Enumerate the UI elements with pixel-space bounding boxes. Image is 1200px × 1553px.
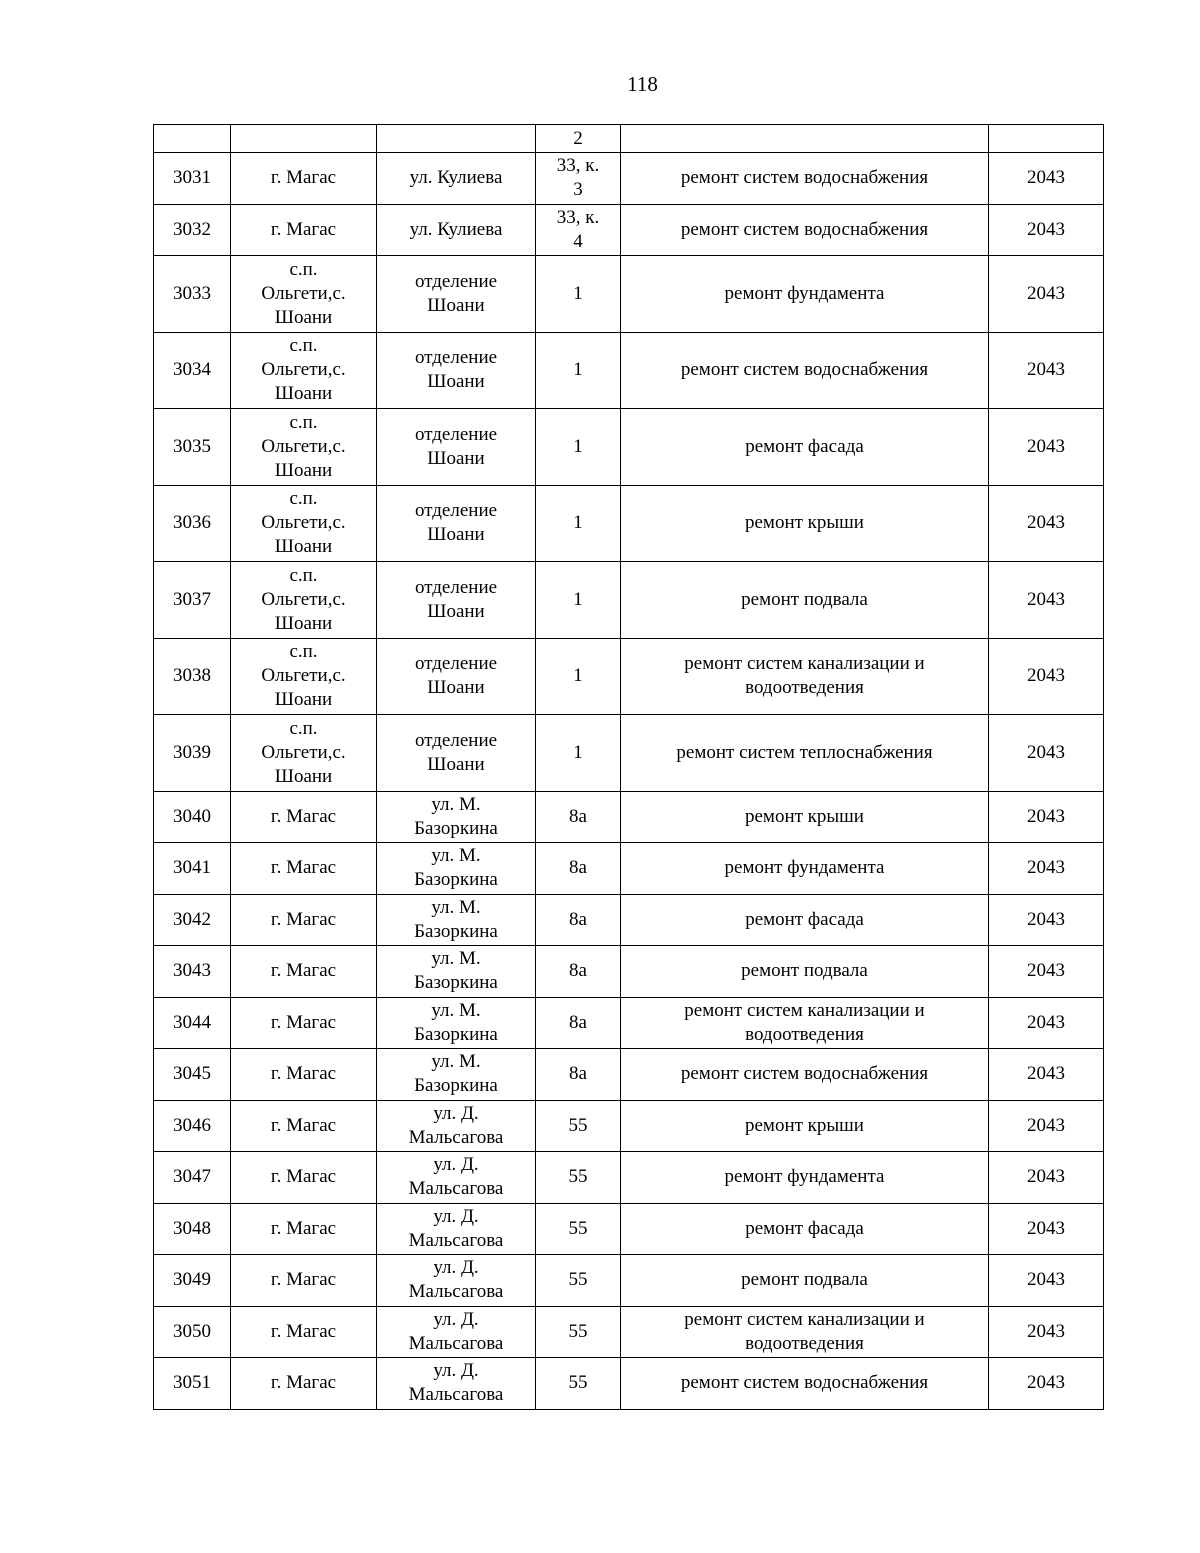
row-number-cell	[154, 1152, 231, 1204]
locality-cell	[231, 946, 377, 998]
row-number-cell-text: 3040	[173, 805, 211, 827]
table-row	[154, 256, 1104, 333]
year-cell	[989, 1255, 1104, 1307]
house-number-cell	[536, 1306, 621, 1358]
table-row	[154, 715, 1104, 792]
repair-schedule-table	[153, 124, 1104, 1410]
locality-cell-text: с.п. Ольгети,с. Шоани	[261, 488, 346, 558]
year-cell-text: 2043	[1027, 1372, 1065, 1394]
locality-cell-text: г. Магас	[270, 1011, 337, 1033]
work-type-cell-text: ремонт крыши	[745, 512, 864, 534]
house-number-cell	[536, 409, 621, 486]
row-number-cell-text: 3044	[173, 1011, 211, 1033]
work-type-cell	[621, 1203, 989, 1255]
street-cell	[377, 562, 536, 639]
house-number-cell-text: 1	[573, 512, 583, 534]
house-number-cell-text: 33, к. 4	[556, 206, 600, 252]
locality-cell-text: г. Магас	[270, 805, 337, 827]
row-number-cell	[154, 1100, 231, 1152]
year-cell	[989, 256, 1104, 333]
year-cell-text: 2043	[1027, 908, 1065, 930]
work-type-cell	[621, 715, 989, 792]
row-number-cell-text: 3037	[173, 588, 211, 610]
street-cell-text: отделение Шоани	[414, 500, 498, 546]
street-cell-text: ул. М. Базоркина	[414, 845, 498, 891]
row-number-cell-text: 3051	[173, 1372, 211, 1394]
year-cell-text: 2043	[1027, 857, 1065, 879]
year-cell	[989, 485, 1104, 562]
year-cell-text: 2043	[1027, 1011, 1065, 1033]
work-type-cell-text: ремонт фундамента	[724, 282, 885, 304]
work-type-cell	[621, 843, 989, 895]
row-number-cell	[154, 638, 231, 715]
year-cell	[989, 1358, 1104, 1410]
table-row	[154, 1255, 1104, 1307]
table-row	[154, 997, 1104, 1049]
header-cell	[377, 125, 536, 153]
street-cell	[377, 204, 536, 256]
street-cell	[377, 1049, 536, 1101]
work-type-cell-text: ремонт систем водоснабжения	[680, 359, 929, 381]
year-cell-text: 2043	[1027, 1166, 1065, 1188]
work-type-cell-text: ремонт подвала	[741, 588, 868, 610]
house-number-cell	[536, 791, 621, 843]
locality-cell-text: с.п. Ольгети,с. Шоани	[261, 641, 346, 711]
locality-cell-text: г. Магас	[270, 857, 337, 879]
street-cell-text: ул. М. Базоркина	[414, 896, 498, 942]
house-number-cell-text: 8а	[569, 805, 587, 827]
year-cell-text: 2043	[1027, 435, 1065, 457]
street-cell-text: ул. Кулиева	[409, 218, 503, 240]
row-number-cell-text: 3045	[173, 1063, 211, 1085]
work-type-cell-text: ремонт систем водоснабжения	[680, 1063, 929, 1085]
row-number-cell-text: 3036	[173, 512, 211, 534]
locality-cell	[231, 1152, 377, 1204]
house-number-cell-text: 1	[573, 282, 583, 304]
year-cell-text: 2043	[1027, 218, 1065, 240]
table-row	[154, 1049, 1104, 1101]
house-number-cell-text: 55	[568, 1217, 588, 1239]
year-cell	[989, 1100, 1104, 1152]
work-type-cell	[621, 638, 989, 715]
row-number-cell	[154, 997, 231, 1049]
street-cell	[377, 791, 536, 843]
table-row	[154, 562, 1104, 639]
locality-cell	[231, 332, 377, 409]
street-cell	[377, 332, 536, 409]
locality-cell-text: г. Магас	[270, 1114, 337, 1136]
work-type-cell	[621, 1358, 989, 1410]
locality-cell	[231, 485, 377, 562]
year-cell-text: 2043	[1027, 1320, 1065, 1342]
house-number-cell	[536, 332, 621, 409]
locality-cell-text: г. Магас	[270, 908, 337, 930]
header-row	[154, 125, 1104, 153]
house-number-cell	[536, 843, 621, 895]
year-cell	[989, 332, 1104, 409]
row-number-cell-text: 3038	[173, 665, 211, 687]
row-number-cell	[154, 1203, 231, 1255]
street-cell	[377, 409, 536, 486]
house-number-cell	[536, 946, 621, 998]
locality-cell	[231, 1049, 377, 1101]
year-cell-text: 2043	[1027, 359, 1065, 381]
locality-cell	[231, 409, 377, 486]
locality-cell-text: г. Магас	[270, 1063, 337, 1085]
year-cell	[989, 1306, 1104, 1358]
street-cell	[377, 997, 536, 1049]
year-cell	[989, 894, 1104, 946]
work-type-cell	[621, 409, 989, 486]
locality-cell	[231, 562, 377, 639]
street-cell	[377, 894, 536, 946]
row-number-cell-text: 3046	[173, 1114, 211, 1136]
locality-cell-text: г. Магас	[270, 167, 337, 189]
row-number-cell	[154, 715, 231, 792]
locality-cell	[231, 153, 377, 205]
street-cell	[377, 843, 536, 895]
street-cell-text: ул. Д. Мальсагова	[408, 1205, 504, 1251]
row-number-cell	[154, 1049, 231, 1101]
house-number-cell	[536, 256, 621, 333]
row-number-cell	[154, 485, 231, 562]
year-cell	[989, 562, 1104, 639]
street-cell-text: ул. Д. Мальсагова	[408, 1154, 504, 1200]
work-type-cell	[621, 153, 989, 205]
house-number-cell-text: 8а	[569, 1063, 587, 1085]
locality-cell-text: г. Магас	[270, 960, 337, 982]
row-number-cell	[154, 1255, 231, 1307]
work-type-cell-text: ремонт систем водоснабжения	[680, 167, 929, 189]
work-type-cell	[621, 1100, 989, 1152]
work-type-cell-text: ремонт фундамента	[724, 1166, 885, 1188]
row-number-cell-text: 3032	[173, 218, 211, 240]
locality-cell	[231, 715, 377, 792]
house-number-cell	[536, 1100, 621, 1152]
street-cell-text: отделение Шоани	[414, 347, 498, 393]
house-number-cell-text: 8а	[569, 1011, 587, 1033]
year-cell	[989, 1203, 1104, 1255]
row-number-cell	[154, 1358, 231, 1410]
street-cell	[377, 638, 536, 715]
year-cell-text: 2043	[1027, 960, 1065, 982]
locality-cell	[231, 256, 377, 333]
row-number-cell-text: 3033	[173, 282, 211, 304]
house-number-cell	[536, 1049, 621, 1101]
work-type-cell-text: ремонт фундамента	[724, 857, 885, 879]
work-type-cell-text: ремонт систем канализации и водоотведения	[684, 999, 925, 1045]
street-cell-text: отделение Шоани	[414, 729, 498, 775]
street-cell-text: ул. Д. Мальсагова	[408, 1308, 504, 1354]
table-row	[154, 894, 1104, 946]
year-cell	[989, 638, 1104, 715]
year-cell	[989, 204, 1104, 256]
year-cell-text: 2043	[1027, 167, 1065, 189]
row-number-cell-text: 3047	[173, 1166, 211, 1188]
locality-cell-text: с.п. Ольгети,с. Шоани	[261, 411, 346, 481]
house-number-cell-text: 55	[568, 1372, 588, 1394]
year-cell-text: 2043	[1027, 741, 1065, 763]
house-number-cell	[536, 715, 621, 792]
table-row	[154, 946, 1104, 998]
year-cell	[989, 1049, 1104, 1101]
street-cell	[377, 153, 536, 205]
row-number-cell	[154, 204, 231, 256]
header-cell	[989, 125, 1104, 153]
house-number-cell	[536, 485, 621, 562]
work-type-cell-text: ремонт систем водоснабжения	[680, 218, 929, 240]
row-number-cell	[154, 153, 231, 205]
year-cell	[989, 1152, 1104, 1204]
house-number-cell-text: 8а	[569, 857, 587, 879]
work-type-cell	[621, 894, 989, 946]
house-number-cell-text: 55	[568, 1320, 588, 1342]
row-number-cell-text: 3050	[173, 1320, 211, 1342]
street-cell	[377, 1100, 536, 1152]
row-number-cell	[154, 1306, 231, 1358]
house-number-cell	[536, 1152, 621, 1204]
work-type-cell	[621, 332, 989, 409]
year-cell-text: 2043	[1027, 1063, 1065, 1085]
locality-cell-text: г. Магас	[270, 1166, 337, 1188]
row-number-cell-text: 3043	[173, 960, 211, 982]
row-number-cell	[154, 791, 231, 843]
house-number-cell	[536, 562, 621, 639]
locality-cell	[231, 204, 377, 256]
row-number-cell-text: 3039	[173, 741, 211, 763]
work-type-cell	[621, 1049, 989, 1101]
table-row	[154, 791, 1104, 843]
work-type-cell-text: ремонт крыши	[745, 1114, 864, 1136]
street-cell	[377, 1306, 536, 1358]
locality-cell-text: с.п. Ольгети,с. Шоани	[261, 258, 346, 328]
street-cell-text: ул. М. Базоркина	[414, 999, 498, 1045]
work-type-cell-text: ремонт систем теплоснабжения	[676, 741, 933, 763]
street-cell-text: отделение Шоани	[414, 653, 498, 699]
header-cell	[231, 125, 377, 153]
locality-cell-text: с.п. Ольгети,с. Шоани	[261, 717, 346, 787]
house-number-cell	[536, 997, 621, 1049]
row-number-cell-text: 3031	[173, 167, 211, 189]
year-cell	[989, 715, 1104, 792]
year-cell	[989, 409, 1104, 486]
year-cell-text: 2043	[1027, 588, 1065, 610]
locality-cell-text: с.п. Ольгети,с. Шоани	[261, 335, 346, 405]
street-cell-text: ул. М. Базоркина	[414, 948, 498, 994]
work-type-cell-text: ремонт крыши	[745, 805, 864, 827]
work-type-cell	[621, 562, 989, 639]
locality-cell-text: г. Магас	[270, 218, 337, 240]
header-cell: 2	[536, 125, 621, 153]
table-row	[154, 485, 1104, 562]
locality-cell	[231, 1100, 377, 1152]
locality-cell	[231, 997, 377, 1049]
row-number-cell-text: 3034	[173, 359, 211, 381]
year-cell-text: 2043	[1027, 805, 1065, 827]
locality-cell-text: г. Магас	[270, 1269, 337, 1291]
house-number-cell-text: 1	[573, 359, 583, 381]
table-row	[154, 153, 1104, 205]
house-number-cell-text: 33, к. 3	[556, 155, 600, 201]
house-number-cell	[536, 1255, 621, 1307]
work-type-cell	[621, 1306, 989, 1358]
row-number-cell-text: 3049	[173, 1269, 211, 1291]
street-cell-text: ул. М. Базоркина	[414, 1051, 498, 1097]
table-row	[154, 843, 1104, 895]
work-type-cell	[621, 1152, 989, 1204]
street-cell-text: ул. М. Базоркина	[414, 793, 498, 839]
year-cell-text: 2043	[1027, 1114, 1065, 1136]
page-number: 118	[627, 72, 658, 96]
year-cell	[989, 946, 1104, 998]
row-number-cell	[154, 894, 231, 946]
work-type-cell-text: ремонт фасада	[745, 435, 864, 457]
house-number-cell	[536, 1203, 621, 1255]
table-body	[154, 125, 1104, 1410]
work-type-cell-text: ремонт систем водоснабжения	[680, 1372, 929, 1394]
locality-cell-text: г. Магас	[270, 1372, 337, 1394]
locality-cell-text: г. Магас	[270, 1217, 337, 1239]
year-cell-text: 2043	[1027, 282, 1065, 304]
work-type-cell-text: ремонт систем канализации и водоотведения	[684, 1308, 925, 1354]
street-cell-text: ул. Кулиева	[409, 167, 503, 189]
row-number-cell	[154, 332, 231, 409]
work-type-cell	[621, 256, 989, 333]
year-cell-text: 2043	[1027, 512, 1065, 534]
street-cell-text: ул. Д. Мальсагова	[408, 1360, 504, 1406]
house-number-cell-text: 8а	[569, 908, 587, 930]
row-number-cell-text: 3042	[173, 908, 211, 930]
row-number-cell	[154, 409, 231, 486]
locality-cell	[231, 1306, 377, 1358]
street-cell-text: отделение Шоани	[414, 270, 498, 316]
row-number-cell-text: 3035	[173, 435, 211, 457]
street-cell	[377, 1203, 536, 1255]
street-cell-text: ул. Д. Мальсагова	[408, 1102, 504, 1148]
year-cell	[989, 791, 1104, 843]
row-number-cell	[154, 562, 231, 639]
house-number-cell-text: 55	[568, 1114, 588, 1136]
header-cell	[621, 125, 989, 153]
table-row	[154, 332, 1104, 409]
table-row	[154, 638, 1104, 715]
street-cell-text: отделение Шоани	[414, 576, 498, 622]
street-cell	[377, 1358, 536, 1410]
work-type-cell	[621, 791, 989, 843]
locality-cell	[231, 1203, 377, 1255]
table-row	[154, 409, 1104, 486]
table-row	[154, 1152, 1104, 1204]
street-cell	[377, 946, 536, 998]
street-cell	[377, 485, 536, 562]
locality-cell	[231, 894, 377, 946]
work-type-cell	[621, 997, 989, 1049]
street-cell	[377, 256, 536, 333]
house-number-cell-text: 1	[573, 741, 583, 763]
work-type-cell-text: ремонт фасада	[745, 908, 864, 930]
house-number-cell	[536, 638, 621, 715]
table-row	[154, 1358, 1104, 1410]
work-type-cell	[621, 204, 989, 256]
street-cell	[377, 715, 536, 792]
house-number-cell	[536, 1358, 621, 1410]
locality-cell	[231, 1358, 377, 1410]
work-type-cell-text: ремонт систем канализации и водоотведения	[684, 653, 925, 699]
locality-cell-text: с.п. Ольгети,с. Шоани	[261, 564, 346, 634]
house-number-cell	[536, 894, 621, 946]
work-type-cell-text: ремонт подвала	[741, 1269, 868, 1291]
locality-cell-text: г. Магас	[270, 1320, 337, 1342]
year-cell	[989, 153, 1104, 205]
street-cell	[377, 1255, 536, 1307]
row-number-cell-text: 3048	[173, 1217, 211, 1239]
year-cell	[989, 843, 1104, 895]
street-cell	[377, 1152, 536, 1204]
locality-cell	[231, 843, 377, 895]
table-row	[154, 1306, 1104, 1358]
table-row	[154, 1100, 1104, 1152]
header-cell	[154, 125, 231, 153]
row-number-cell	[154, 946, 231, 998]
table-row	[154, 1203, 1104, 1255]
locality-cell	[231, 791, 377, 843]
house-number-cell-text: 55	[568, 1269, 588, 1291]
street-cell-text: отделение Шоани	[414, 423, 498, 469]
locality-cell	[231, 1255, 377, 1307]
year-cell	[989, 997, 1104, 1049]
house-number-cell-text: 1	[573, 435, 583, 457]
house-number-cell-text: 1	[573, 665, 583, 687]
work-type-cell	[621, 485, 989, 562]
locality-cell	[231, 638, 377, 715]
house-number-cell	[536, 153, 621, 205]
work-type-cell	[621, 946, 989, 998]
house-number-cell-text: 1	[573, 588, 583, 610]
house-number-cell	[536, 204, 621, 256]
street-cell-text: ул. Д. Мальсагова	[408, 1257, 504, 1303]
work-type-cell-text: ремонт подвала	[741, 960, 868, 982]
year-cell-text: 2043	[1027, 1269, 1065, 1291]
work-type-cell-text: ремонт фасада	[745, 1217, 864, 1239]
table-row	[154, 204, 1104, 256]
year-cell-text: 2043	[1027, 665, 1065, 687]
row-number-cell	[154, 843, 231, 895]
work-type-cell	[621, 1255, 989, 1307]
year-cell-text: 2043	[1027, 1217, 1065, 1239]
house-number-cell-text: 8а	[569, 960, 587, 982]
row-number-cell	[154, 256, 231, 333]
house-number-cell-text: 55	[568, 1166, 588, 1188]
row-number-cell-text: 3041	[173, 857, 211, 879]
